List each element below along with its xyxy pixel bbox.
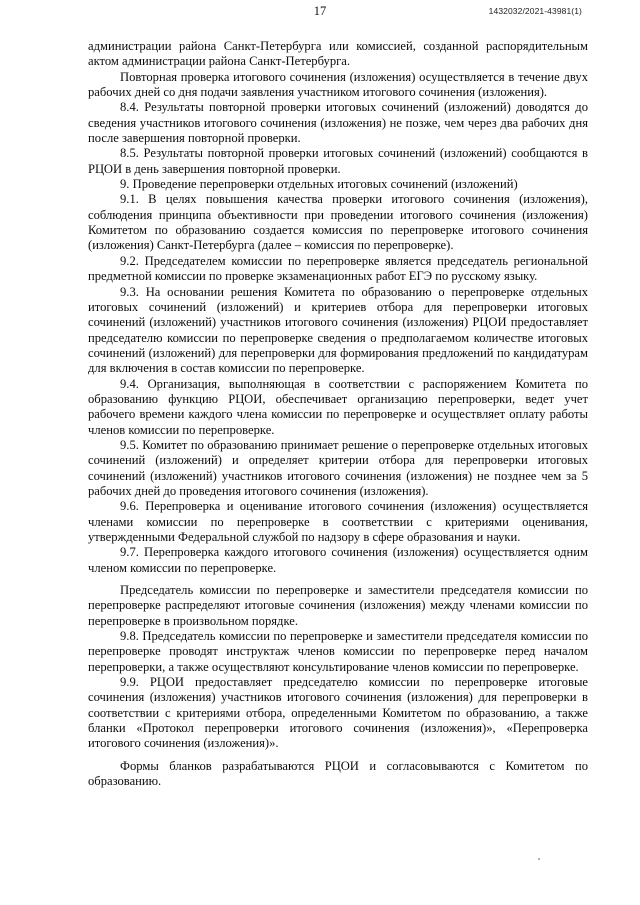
paragraph-8-4: 8.4. Результаты повторной проверки итоговых сочинений (изложений) доводятся до сведения участников итогового сочинения (изложения) не позже, чем через два рабочих дня после завершения повторной проверки. [88,100,588,146]
document-id: 1432032/2021-43981(1) [488,6,582,16]
paragraph-8-5: 8.5. Результаты повторной проверки итоговых сочинений (изложений) сообщаются в РЦОИ в день завершения повторной проверки. [88,146,588,176]
section-heading-9: 9. Проведение перепроверки отдельных итоговых сочинений (изложений) [120,177,518,192]
paragraph-continuation: администрации района Санкт-Петербурга или комиссией, созданной распорядительным актом администрации района Санкт-Петербурга. [88,39,588,69]
paragraph-9-2: 9.2. Председателем комиссии по перепроверке является председатель региональной предметной комиссии по проверке экзаменационных работ ЕГЭ по русскому языку. [88,253,588,284]
paragraph-9-8: 9.8. Председатель комиссии по перепроверке и заместители председателя комиссии по перепроверке проводят инструктаж членов комиссии по перепроверке перед началом перепроверки, а также осуществляют консультирование членов комиссии по перепроверке. [88,629,588,674]
paragraph-9-6: 9.6. Перепроверка и оценивание итогового сочинения (изложения) осуществляется членами комиссии по перепроверке в соответствии с критериями оценивания, утвержденными Федеральной службой по надзору в сфере образования и науки. [88,499,588,544]
paragraph-distribution: Председатель комиссии по перепроверке и заместители председателя комиссии по перепроверке распределяют итоговые сочинения (изложения) между членами комиссии по перепроверке в произвольном порядке. [88,583,588,628]
paragraph-9-3: 9.3. На основании решения Комитета по образованию о перепроверке отдельных итоговых сочинений (изложений) и критериев отбора для перепроверки итоговых сочинений (изложений) участников итогового сочинения (изложения) РЦОИ предоставляет председателю комиссии по перепроверке сведения о предполагаемом количестве итоговых сочинений (изложений) для перепроверки для формирования предложений по кандидатурам для включения в состав комиссии по перепроверке. [88,284,588,376]
scan-speck [538,858,540,860]
paragraph-forms: Формы бланков разрабатываются РЦОИ и согласовываются с Комитетом по образованию. [88,758,588,789]
paragraph-9-7: 9.7. Перепроверка каждого итогового сочинения (изложения) осуществляется одним членом комиссии по перепроверке. [88,545,588,575]
paragraph-9-4: 9.4. Организация, выполняющая в соответствии с распоряжением Комитета по образованию функцию РЦОИ, обеспечивает организацию перепроверки, ведет учет рабочего времени каждого члена комиссии по перепроверке и осуществляет оплату работы членов комиссии по перепроверке. [88,376,588,437]
paragraph-repeat-check-timing: Повторная проверка итогового сочинения (изложения) осуществляется в течение двух рабочих дней со дня подачи заявления участником итогового сочинения (изложения). [88,69,588,100]
paragraph-9-1: 9.1. В целях повышения качества проверки итогового сочинения (изложения), соблюдения принципа объективности при проведении итогового сочинения (изложения) Комитетом по образованию создается комиссия по перепроверке итогового сочинения (изложения) Санкт-Петербурга (далее – комиссия по перепроверке). [88,192,588,253]
page-number: 17 [313,4,327,18]
document-body [88,39,588,790]
paragraph-9-9: 9.9. РЦОИ предоставляет председателю комиссии по перепроверке итоговые сочинения (изложения) участников итогового сочинения (изложения) для перепроверки в соответствии с критериями отбора, определенными Комитетом по образованию, а также бланки «Протокол перепроверки итогового сочинения (изложения)», «Перепроверка итогового сочинения (изложения)». [88,675,588,751]
paragraph-9-5: 9.5. Комитет по образованию принимает решение о перепроверке отдельных итоговых сочинений (изложений) и определяет критерии отбора для перепроверки итоговых сочинений (изложений) участников итогового сочинения (изложения) не позднее чем за 5 рабочих дней до проведения итогового сочинения (изложения). [88,437,588,498]
